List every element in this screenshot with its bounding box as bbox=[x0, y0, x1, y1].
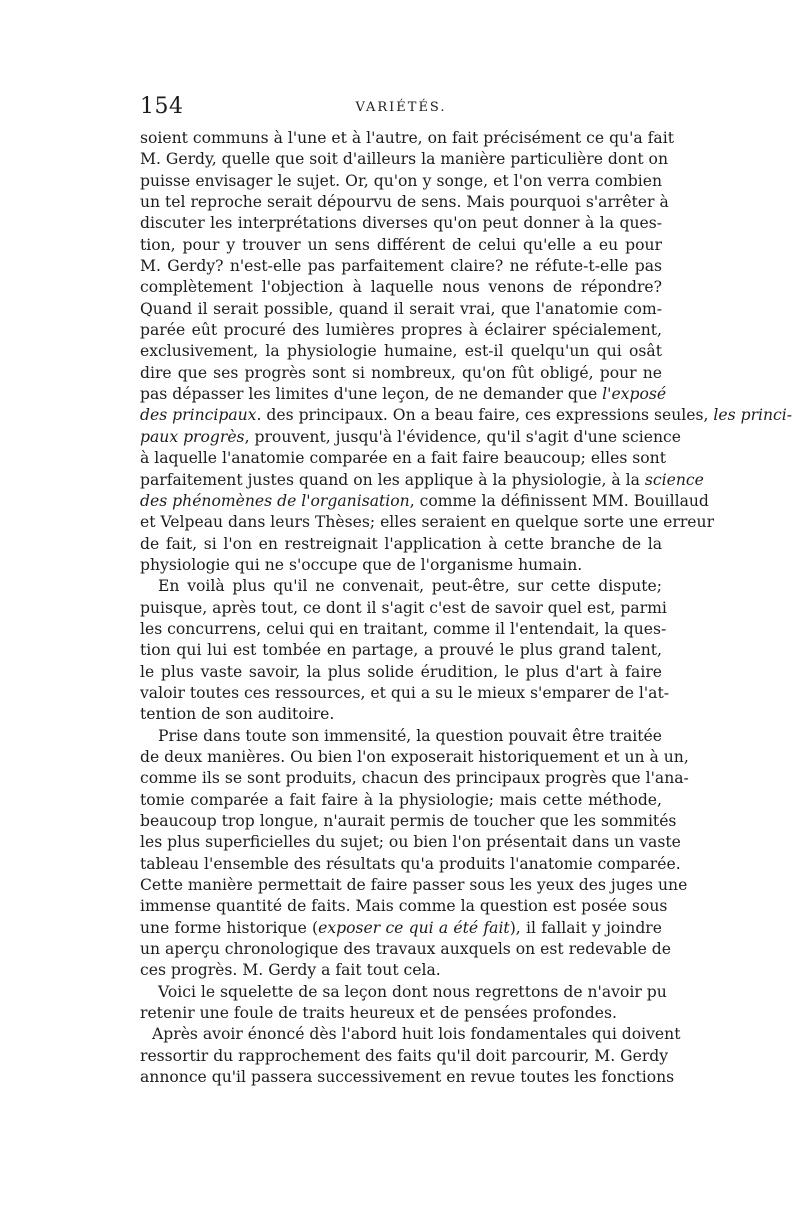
text-line-mixed bbox=[140, 470, 704, 491]
text-line: beaucoup trop longue, n'aurait permis de toucher que les sommités bbox=[140, 812, 677, 830]
text-line-mixed bbox=[140, 384, 667, 405]
text-line: les concurrens, celui qui en traitant, comme il l'entendait, la ques- bbox=[140, 619, 667, 638]
text-line: comme ils se sont produits, chacun des principaux progrès que l'ana- bbox=[140, 769, 689, 788]
italic-term: paux progrès bbox=[140, 427, 245, 446]
text-line: physiologie qui ne s'occupe que de l'organisme humain. bbox=[140, 555, 583, 574]
text-line: Quand il serait possible, quand il serait vrai, que l'anatomie com- bbox=[140, 299, 662, 318]
text-line: tion, pour y trouver un sens différent de celui qu'elle a eu pour bbox=[140, 235, 662, 254]
italic-term: l'exposé bbox=[602, 385, 667, 404]
line-text: une forme historique ( bbox=[140, 918, 319, 937]
text-line: de fait, si l'on en restreignait l'application à cette branche de la bbox=[140, 534, 662, 553]
italic-term: des phénomènes de l'organisation bbox=[140, 491, 410, 510]
text-line: dire que ses progrès sont si nombreux, qu'on fût obligé, pour ne bbox=[140, 363, 662, 382]
text-line: exclusivement, la physiologie humaine, est-il quelqu'un qui osât bbox=[140, 342, 662, 361]
text-line: annonce qu'il passera successivement en revue toutes les fonctions bbox=[140, 1068, 675, 1087]
text-line: soient communs à l'une et à l'autre, on fait précisément ce qu'a fait bbox=[140, 129, 674, 147]
text-line: parée eût procuré des lumières propres à éclairer spécialement, bbox=[140, 321, 662, 340]
paragraph-start: Voici le squelette de sa leçon dont nous regrettons de n'avoir pu bbox=[158, 982, 667, 1001]
line-text: des principaux. On a beau faire, ces expressions seules, bbox=[266, 406, 709, 425]
paragraph-start: En voilà plus qu'il ne convenait, peut-être, sur cette dispute; bbox=[158, 577, 662, 596]
page-header bbox=[140, 92, 662, 122]
text-line: tion qui lui est tombée en partage, a prouvé le plus grand talent, bbox=[140, 641, 662, 660]
italic-term: science bbox=[644, 470, 704, 489]
text-line: complètement l'objection à laquelle nous venons de répondre? bbox=[140, 278, 662, 297]
text-line: ressortir du rapprochement des faits qu'il doit parcourir, M. Gerdy bbox=[140, 1046, 669, 1065]
text-line: tention de son auditoire. bbox=[140, 705, 335, 724]
line-text: pas dépasser les limites d'une leçon, de ne demander que bbox=[140, 385, 598, 404]
line-text: des phénomènes de l'organisation, comme la définissent MM. Bouillaud bbox=[140, 491, 709, 510]
line-text: parfaitement justes quand on les applique à la physiologie, à la bbox=[140, 470, 640, 489]
text-line: à laquelle l'anatomie comparée en a fait faire beaucoup; elles sont bbox=[140, 449, 666, 468]
text-line: tomie comparée a fait faire à la physiologie; mais cette méthode, bbox=[140, 790, 662, 809]
text-line: valoir toutes ces ressources, et qui a su le mieux s'emparer de l'at- bbox=[140, 683, 669, 702]
text-line: discuter les interprétations diverses qu'on peut donner à la ques- bbox=[140, 214, 662, 233]
text-line: de deux manières. Ou bien l'on exposerait historiquement et un à un, bbox=[140, 747, 689, 766]
text-line-mixed bbox=[140, 491, 709, 512]
line-text: paux progrès, prouvent, jusqu'à l'évidence, qu'il s'agit d'une science bbox=[140, 427, 682, 446]
italic-term: des principaux. bbox=[140, 406, 262, 425]
text-line: le plus vaste savoir, la plus solide érudition, le plus d'art à faire bbox=[140, 662, 662, 681]
text-line-mixed bbox=[140, 405, 793, 426]
text-line: et Velpeau dans leurs Thèses; elles seraient en quelque sorte une erreur bbox=[140, 513, 715, 532]
text-line-mixed bbox=[140, 427, 682, 448]
line-text-tail: ), il fallait y joindre bbox=[509, 918, 662, 937]
body-text bbox=[140, 128, 793, 1088]
text-line: tableau l'ensemble des résultats qu'a produits l'anatomie comparée. bbox=[140, 854, 681, 873]
text-line: un aperçu chronologique des travaux auxquels on est redevable de bbox=[140, 940, 671, 959]
text-line: Cette manière permettait de faire passer sous les yeux des juges une bbox=[140, 876, 688, 895]
text-line: ces progrès. M. Gerdy a fait tout cela. bbox=[140, 961, 441, 980]
italic-term: exposer ce qui a été fait bbox=[318, 918, 510, 937]
text-line: immense quantité de faits. Mais comme la question est posée sous bbox=[140, 897, 668, 916]
italic-term: les princi- bbox=[713, 406, 793, 425]
text-line: retenir une foule de traits heureux et de pensées profondes. bbox=[140, 1004, 617, 1023]
text-line: puisque, après tout, ce dont il s'agit c'est de savoir quel est, parmi bbox=[140, 598, 667, 617]
paragraph-start: Prise dans toute son immensité, la question pouvait être traitée bbox=[158, 726, 662, 745]
text-line: M. Gerdy, quelle que soit d'ailleurs la manière particulière dont on bbox=[140, 150, 668, 169]
page-number: 154 bbox=[140, 94, 184, 119]
text-line: M. Gerdy? n'est-elle pas parfaitement claire? ne réfute-t-elle pas bbox=[140, 257, 662, 276]
text-line-mixed bbox=[140, 918, 662, 939]
text-line: les plus superficielles du sujet; ou bien l'on présentait dans un vaste bbox=[140, 833, 681, 852]
text-line: un tel reproche serait dépourvu de sens. Mais pourquoi s'arrêter à bbox=[140, 193, 669, 212]
running-title: VARIÉTÉS. bbox=[355, 100, 447, 115]
paragraph-start: Après avoir énoncé dès l'abord huit lois fondamentales qui doivent bbox=[152, 1025, 681, 1044]
text-line: puisse envisager le sujet. Or, qu'on y songe, et l'on verra combien bbox=[140, 171, 662, 190]
